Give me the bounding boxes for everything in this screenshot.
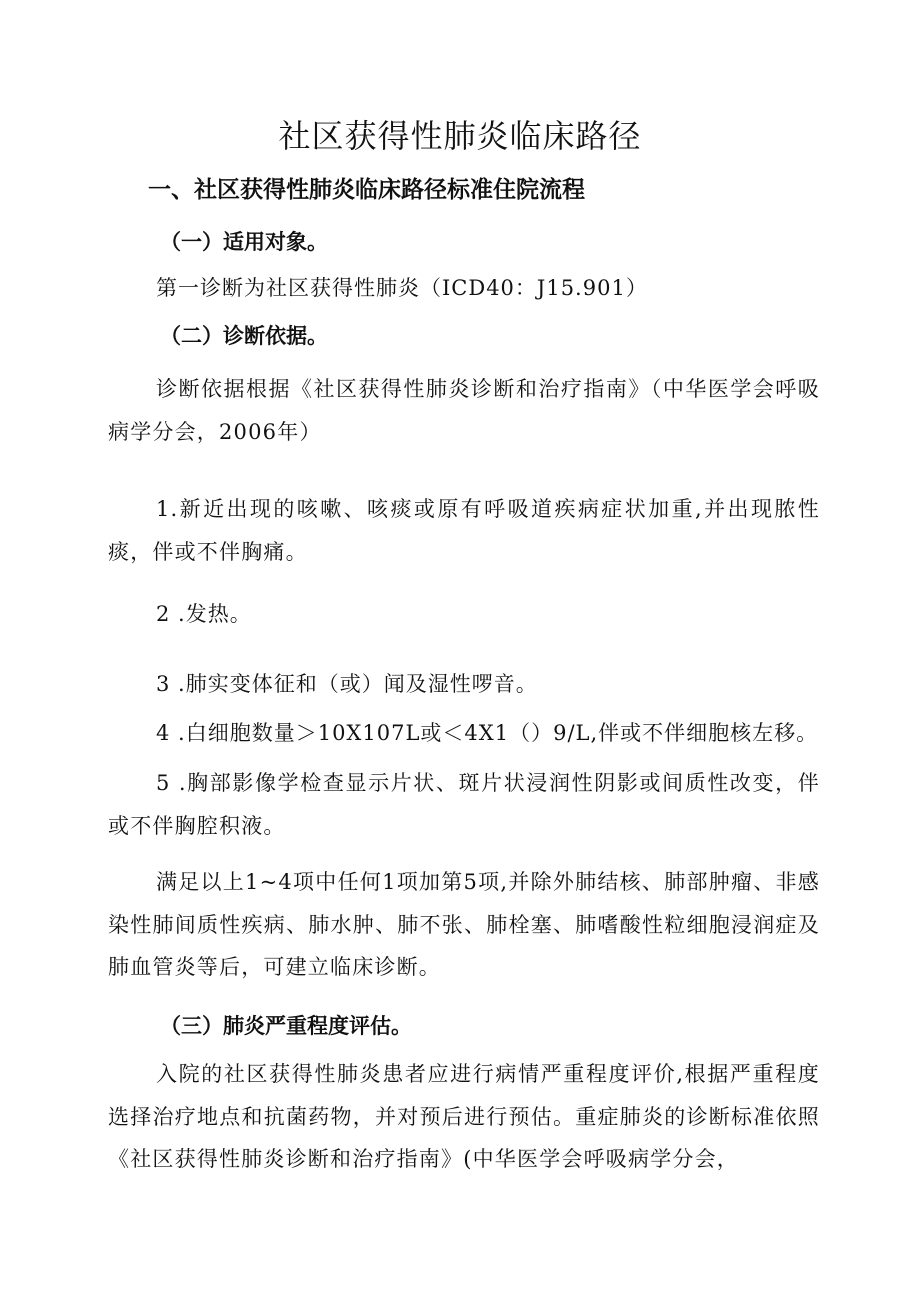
section-heading: 一、社区获得性肺炎临床路径标准住院流程 xyxy=(148,177,585,203)
subsection-heading-severity-assessment: （三）肺炎严重程度评估。 xyxy=(160,1014,412,1038)
paragraph-conclusion: 满足以上1~4项中任何1项加第5项,并除外肺结核、肺部肿瘤、非感染性肺间质性疾病、肺水肿、肺不张、肺栓塞、肺嗜酸性粒细胞浸润症及肺血管炎等后，可建立临床诊断。 xyxy=(108,870,820,979)
criterion-item-5: 5 .胸部影像学检查显示片状、斑片状浸润性阴影或间质性改变，伴或不伴胸腔积液。 xyxy=(108,771,820,838)
paragraph-severity-assessment: 入院的社区获得性肺炎患者应进行病情严重程度评价,根据严重程度选择治疗地点和抗菌药物，并对预后进行预估。重症肺炎的诊断标准依照《社区获得性肺炎诊断和治疗指南》(中华医学会呼吸病学分会， xyxy=(108,1062,820,1171)
subsection-heading-diagnosis-basis: （二）诊断依据。 xyxy=(160,324,328,348)
paragraph-first-diagnosis: 第一诊断为社区获得性肺炎（ICD40：J15.901） xyxy=(156,276,648,300)
criterion-item-4: 4 .白细胞数量＞10X107L或＜4X1（）9/L,伴或不伴细胞核左移。 xyxy=(156,721,819,745)
criterion-item-1: 1.新近出现的咳嗽、咳痰或原有呼吸道疾病症状加重,并出现脓性痰，伴或不伴胸痛。 xyxy=(108,497,820,564)
paragraph-diagnosis-basis: 诊断依据根据《社区获得性肺炎诊断和治疗指南》（中华医学会呼吸病学分会，2006年） xyxy=(108,377,820,444)
criterion-item-2: 2 .发热。 xyxy=(156,602,252,626)
document-title: 社区获得性肺炎临床路径 xyxy=(278,117,642,155)
subsection-heading-applicable-objects: （一）适用对象。 xyxy=(160,230,328,254)
criterion-item-3: 3 .肺实变体征和（或）闻及湿性啰音。 xyxy=(156,672,538,696)
